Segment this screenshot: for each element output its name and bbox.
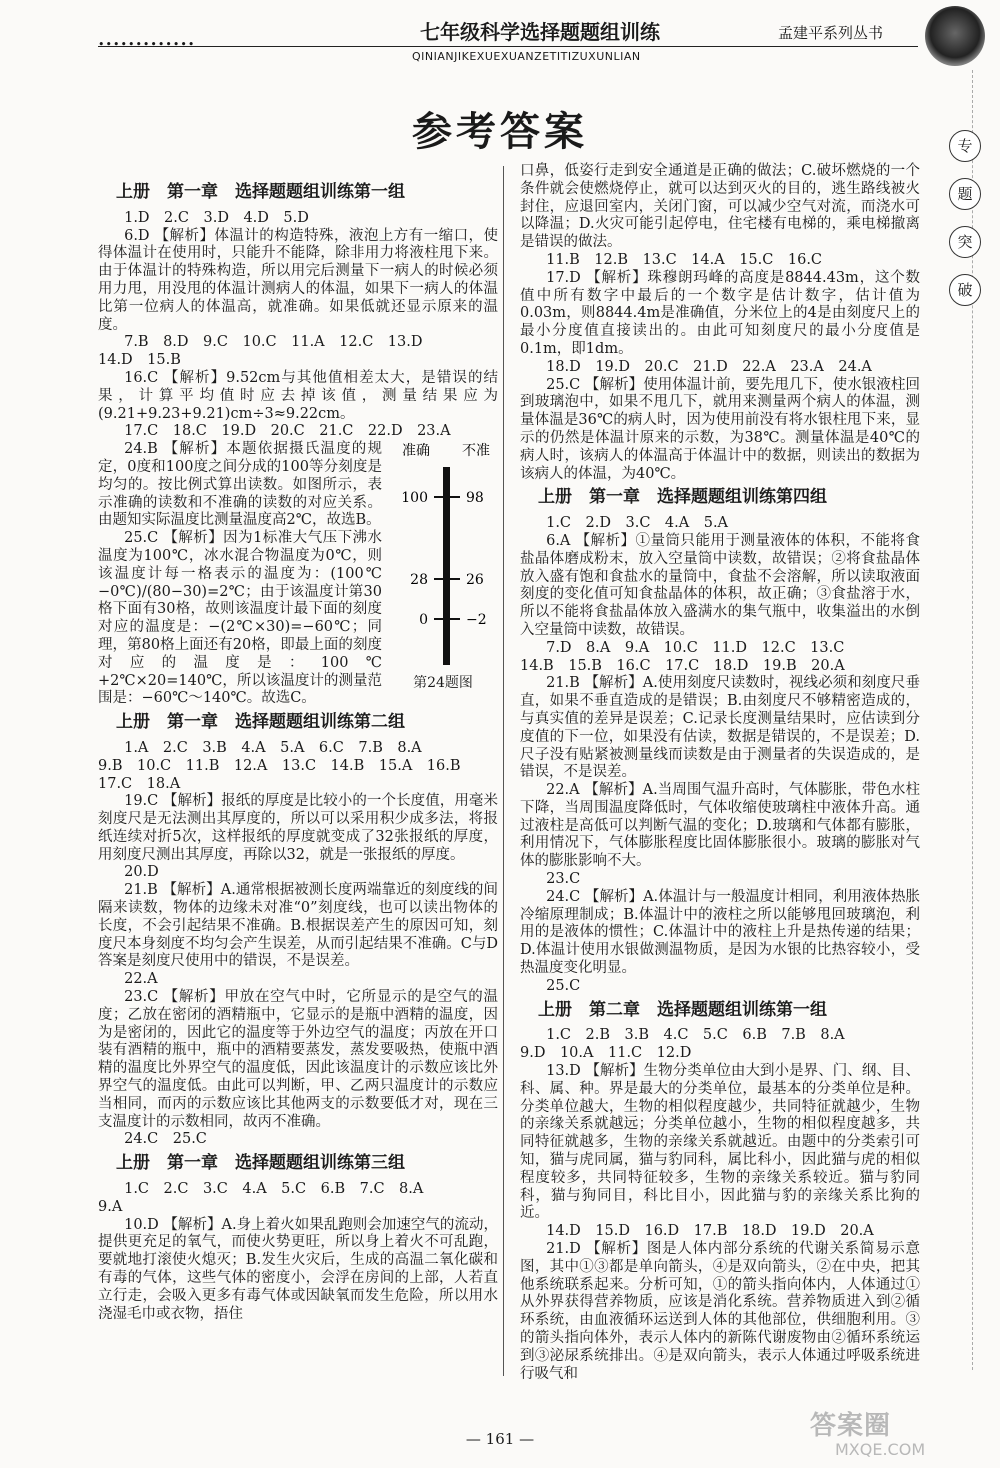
watermark-url: MXQE.COM — [835, 1440, 926, 1459]
answer-line: 17.C 18.C 19.D 20.C 21.C 22.D 23.A — [124, 423, 451, 440]
tick-label-right: 26 — [466, 572, 484, 589]
answer-line: 20.D — [124, 864, 159, 881]
answer-explanation: 25.C 【解析】使用体温计前，要先甩几下，使水银液柱回到玻璃泡中，如果不甩几下，就用来测量两个病人的体温，测量体温是36℃的病人时，因为使用前没有将水银柱甩下来，显示的仍然是体温计原来的示数，为38℃。测量体温是40℃的病人时，该病人的体温高于体温计中的数据，则读出的数据为该病人的体温，为40℃。 — [520, 376, 920, 482]
answer-line: 9.B 10.C 11.B 12.A 13.C 14.B 15.A 16.B — [98, 757, 461, 774]
answer-explanation: 24.C 【解析】A.体温计与一般温度计相同，利用液体热胀冷缩原理制成；B.体温计中的液柱之所以能够甩回玻璃泡，利用的是液体的惯性；C.体温计中的液柱上升是热传递的结果；D.体温计使用水银做测温物质，是因为水银的比热容较小，受热温度变化明显。 — [520, 888, 920, 977]
answer-explanation: 10.D 【解析】A.身上着火如果乱跑则会加速空气的流动，提供更充足的氧气，而使火势更旺，所以身上着火不可乱跑，要就地打滚使火熄灭；B.发生火灾后，生成的高温二氧化碳和有毒的气体，这些气体的密度小，会浮在房间的上部，人若直立行走，会吸入更多有毒气体或因缺氧而发生危险，所以用水浇湿毛巾或衣物，捂住 — [98, 1216, 498, 1322]
answer-line: 14.D 15.B — [98, 352, 181, 369]
answer-line: 22.A — [124, 971, 158, 988]
section-heading: 上册 第一章 选择题题组训练第一组 — [116, 182, 405, 202]
label-inaccurate: 不准 — [462, 443, 490, 460]
side-tab-4: 破 — [949, 274, 981, 306]
tick-label-left: 28 — [410, 572, 428, 589]
answer-line: 1.C 2.D 3.C 4.A 5.A — [546, 515, 729, 532]
tick-label-left: 0 — [419, 612, 428, 629]
answer-explanation: 21.B 【解析】A.使用刻度尺读数时，视线必须和刻度尺垂直，如果不垂直造成的是错误；B.由刻度尺不够精密造成的，与真实值的差异是误差；C.记录长度测量结果时，应估读到分度值的下一位，如果没有估读，数据是错误的，不是误差；D.尺子没有贴紧被测量线而读数是由于测量者的失误造成的，是错误，不是误差。 — [520, 675, 920, 781]
answer-explanation: 22.A 【解析】A.当周围气温升高时，气体膨胀，带色水柱下降，当周围温度降低时，气体收缩使玻璃柱中液体升高。通过液柱是高低可以判断气温的变化；D.玻璃和气体都有膨胀，利用情况下，气体膨胀程度比固体膨胀很小。玻璃的膨胀对气体的膨胀影响不大。 — [520, 782, 920, 870]
answer-line: 9.D 10.A 11.C 12.D — [520, 1045, 692, 1062]
side-tab-1: 专 — [949, 130, 981, 162]
answer-line: 18.D 19.D 20.C 21.D 22.A 23.A 24.A — [546, 358, 872, 375]
side-tabs — [940, 130, 990, 322]
answer-line: 11.B 12.B 13.C 14.A 15.C 16.C — [546, 251, 823, 268]
right-column — [520, 163, 920, 1383]
section-heading: 上册 第二章 选择题题组训练第一组 — [538, 999, 827, 1020]
header-rule — [98, 46, 918, 47]
answer-explanation: 17.D 【解析】珠穆朗玛峰的高度是8844.43m，这个数值中所有数字中最后的一个数字是估计数字，估计值为0.03m，则8844.4m是准确值，分米位上的4是由刻度尺上的最小分度值直接读出的。由此可知刻度尺的最小分度值是0.1m，即1dm。 — [520, 269, 920, 357]
header-dots: ••••••••••••• — [98, 38, 196, 51]
book-title: 七年级科学选择题题组训练 — [420, 20, 660, 44]
tick-label-right: −2 — [466, 612, 487, 629]
figure-caption: 第24题图 — [413, 674, 473, 691]
series-logo-icon — [925, 6, 985, 66]
answer-line: 9.A — [98, 1198, 123, 1215]
answer-line: 25.C — [546, 977, 581, 994]
answer-explanation: 6.D 【解析】体温计的构造特殊，液泡上方有一缩口，使得体温计在使用时，只能升不能降，除非用力将液柱甩下来。由于体温计的特殊构造，所以用完后测量下一病人的时候必须用力甩，用没甩的体温计测病人的体温，如果下一病人的体温比第一位病人的体温高，就准确。如果低就还显示原来的温度。 — [98, 227, 498, 333]
section-heading: 上册 第一章 选择题题组训练第四组 — [538, 487, 827, 508]
page-number: — 161 — — [465, 1430, 535, 1448]
answer-explanation: 13.D 【解析】生物分类单位由大到小是界、门、纲、目、科、属、种。界是最大的分类单位，最基本的分类单位是种。分类单位越大，生物的相似程度越少，共同特征就越少，生物的亲缘关系就越远；分类单位越小，生物的相似程度越多，共同特征就越多，生物的亲缘关系就越近。由题中的分类索引可知，猫与虎同属，猫与豹同科，属比科小，因此猫与虎的相似程度较多，共同特征较多，生物的亲缘关系较近。猫与豹同科，猫与狗同目，科比目小，因此猫与豹的亲缘关系比狗的近。 — [520, 1063, 920, 1222]
answer-line: 1.C 2.B 3.B 4.C 5.C 6.B 7.B 8.A — [546, 1027, 845, 1044]
side-tab-3: 突 — [949, 226, 981, 258]
label-accurate: 准确 — [402, 443, 430, 460]
tick-label-left: 100 — [401, 490, 428, 507]
answer-explanation: 6.A 【解析】①量筒只能用于测量液体的体积，不能将食盐晶体磨成粉末，放入空量筒中读数，故错误；②将食盐晶体放入盛有饱和食盐水的量筒中，食盐不会溶解，所以读取液面刻度的变化值可知食盐晶体的体积，故正确；③食盐溶于水，所以不能将食盐晶体放入盛满水的集气瓶中，收集溢出的水倒入空量筒中读数，故错误。 — [520, 532, 920, 638]
book-title-pinyin: QINIANJIKEXUEXUANZETITIZUXUNLIAN — [412, 50, 641, 63]
thermometer-figure — [388, 441, 498, 691]
thermometer-diagram — [388, 441, 498, 669]
answer-explanation: 23.C 【解析】甲放在空气中时，它所显示的是空气的温度；乙放在密闭的酒精瓶中，它显示的是瓶中酒精的温度，因为是密闭的，因此它的温度等于外边空气的温度；丙放在开口装有酒精的瓶中，瓶中的酒精要蒸发，蒸发要吸热，使瓶中酒精的温度比外界空气的温度低，因此该温度计的示数应该比外界空气的温度低。由此可以判断，甲、乙两只温度计的示数应当相同，而丙的示数应该比其他两支的示数要低才对，现在三支温度计的示数相同，故丙不准确。 — [98, 989, 498, 1130]
series-name: 孟建平系列丛书 — [778, 24, 884, 42]
answer-line: 7.D 8.A 9.A 10.C 11.D 12.C 13.C — [546, 639, 845, 656]
page-header — [0, 0, 1000, 70]
section-heading: 上册 第一章 选择题题组训练第二组 — [116, 712, 405, 733]
left-column — [98, 178, 498, 1323]
answer-explanation: 21.B 【解析】A.通常根据被测长度两端靠近的刻度线的间隔来读数，物体的边缘未对准“0”刻度线，也可以读出物体的长度，不会引起结果不准确。B.根据误差产生的原因可知，刻度尺本身刻度不均匀会产生误差，从而引起结果不准确。C与D答案是刻度尺使用中的错误，不是误差。 — [98, 882, 498, 970]
answer-explanation: 21.D 【解析】图是人体内部分系统的代谢关系简易示意图，其中①③都是单向箭头，④是双向箭头，②在中央，把其他系统联系起来。分析可知，①的箭头指向体内，人体通过①从外界获得营养物质，应该是消化系统。营养物质进入到②循环系统，由血液循环运送到人体的其他部位，供细胞利用。③的箭头指向体外，表示人体内的新陈代谢废物由②循环系统运到③泌尿系统排出。④是双向箭头，表示人体通过呼吸系统进行吸气和 — [520, 1241, 920, 1382]
answer-explanation: 25.C 【解析】因为1标准大气压下沸水温度为100℃，冰水混合物温度为0℃，则该温度计每一格表示的温度为：(100℃−0℃)/(80−30)=2℃；由于该温度计第30格下面有30格，故则该温度计最下面的刻度对应的温度是：−(2℃×30)=−60℃；同理，第80格上面还有20格，即最上面的刻度对应的温度是：100℃+2℃×20=140℃，所以该温度计的测量范围是：−60℃～140℃。故选C。 — [98, 530, 382, 707]
answer-explanation: 口鼻，低姿行走到安全通道是正确的做法；C.破坏燃烧的一个条件就会使燃烧停止，就可以达到灭火的目的，逃生路线被火封住，应退回室内，关闭门窗，可以减少空气对流，而浇水可以降温；D.火灾可能引起停电，住宅楼有电梯的，乘电梯撤离是错误的做法。 — [520, 163, 920, 251]
answer-explanation: 19.C 【解析】报纸的厚度是比较小的一个长度值，用毫米刻度尺是无法测出其厚度的，所以可以采用积少成多法，将报纸连续对折5次，这样报纸的厚度就变成了32张报纸的厚度，用刻度尺测出其厚度，再除以32，就是一张报纸的厚度。 — [98, 793, 498, 863]
tick-label-right: 98 — [466, 490, 484, 507]
answer-line: 1.C 2.C 3.C 4.A 5.C 6.B 7.C 8.A — [124, 1181, 424, 1198]
answer-explanation: 16.C 【解析】9.52cm与其他值相差太大，是错误的结果，计算平均值时应去掉该值，测量结果应为(9.21+9.23+9.21)cm÷3≈9.22cm。 — [98, 369, 498, 422]
answer-line: 24.C 25.C — [124, 1131, 207, 1148]
answer-line: 14.B 15.B 16.C 17.C 18.D 19.B 20.A — [520, 657, 845, 674]
answer-line: 1.A 2.C 3.B 4.A 5.A 6.C 7.B 8.A — [124, 739, 422, 756]
page-title: 参考答案 — [412, 108, 588, 155]
answer-line: 17.C 18.A — [98, 775, 181, 792]
section-heading: 上册 第一章 选择题题组训练第三组 — [116, 1153, 405, 1174]
answer-line: 23.C — [546, 871, 581, 888]
watermark-logo: 答案圈 — [810, 1411, 892, 1441]
answer-line: 1.D 2.C 3.D 4.D 5.D — [124, 209, 309, 226]
answer-line: 14.D 15.D 16.D 17.B 18.D 19.D 20.A — [546, 1223, 874, 1240]
side-tab-2: 题 — [949, 178, 981, 210]
answer-line: 7.B 8.D 9.C 10.C 11.A 12.C 13.D — [124, 334, 423, 351]
column-divider — [503, 166, 504, 1376]
answer-explanation: 24.B 【解析】本题依据摄氏温度的规定，0度和100度之间分成的100等分刻度是均匀的。按比例式算出读数。如图所示，表示准确的读数和不准确的读数的对应关系。由题知实际温度比测量温度高2℃，故选B。 — [98, 441, 382, 529]
